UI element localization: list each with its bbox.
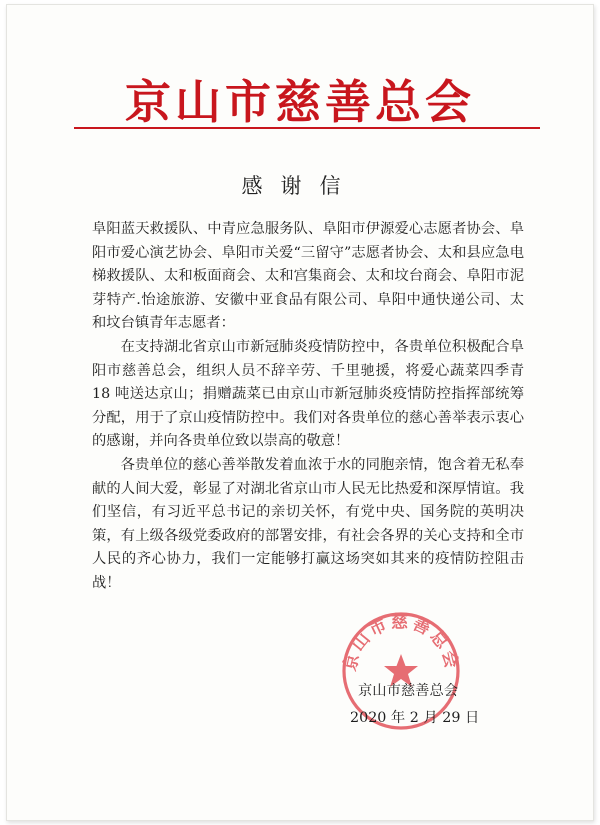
organization-title: 京山市慈善总会 xyxy=(125,75,475,129)
signature-date: 2020 年 2 月 29 日 xyxy=(350,710,480,726)
paragraph-1: 在支持湖北省京山市新冠肺炎疫情防控中，各贵单位积极配合阜阳市慈善总会，组织人员不辞辛劳、千里驰援，将爱心蔬菜四季青 18 吨送达京山；捐赠蔬菜已由京山市新冠肺炎疫情防控指挥部统筹分配，用于了京山疫情防控中。我们对各贵单位的慈心善举表示衷心的感谢，并向各贵单位致以崇高的敬意！ xyxy=(92,338,524,450)
header-divider xyxy=(74,127,540,129)
paragraph-2: 各贵单位的慈心善举散发着血浓于水的同胞亲情，饱含着无私奉献的人间大爱，彰显了对湖北省京山市人民无比热爱和深厚情谊。我们坚信，有习近平总书记的亲切关怀，有党中央、国务院的英明决策，有上级各级党委政府的部署安排，有社会各界的关心支持和全市人民的齐心协力，我们一定能够打赢这场突如其来的疫情防控阻击战！ xyxy=(92,456,524,591)
letter-body xyxy=(92,218,524,596)
salutation: 阜阳蓝天救援队、中青应急服务队、阜阳市伊源爱心志愿者协会、阜阳市爱心演艺协会、阜阳市关爱“三留守”志愿者协会、太和县应急电梯救援队、太和板面商会、太和宫集商会、太和坟台商会、阜阳市泥芽特产.怡途旅游、安徽中亚食品有限公司、阜阳中通快递公司、太和坟台镇青年志愿者： xyxy=(92,221,524,332)
seal-text: 京山市慈善总会 xyxy=(340,612,462,674)
signature-organization: 京山市慈善总会 xyxy=(358,683,459,699)
document-title: 感谢信 xyxy=(241,174,359,198)
